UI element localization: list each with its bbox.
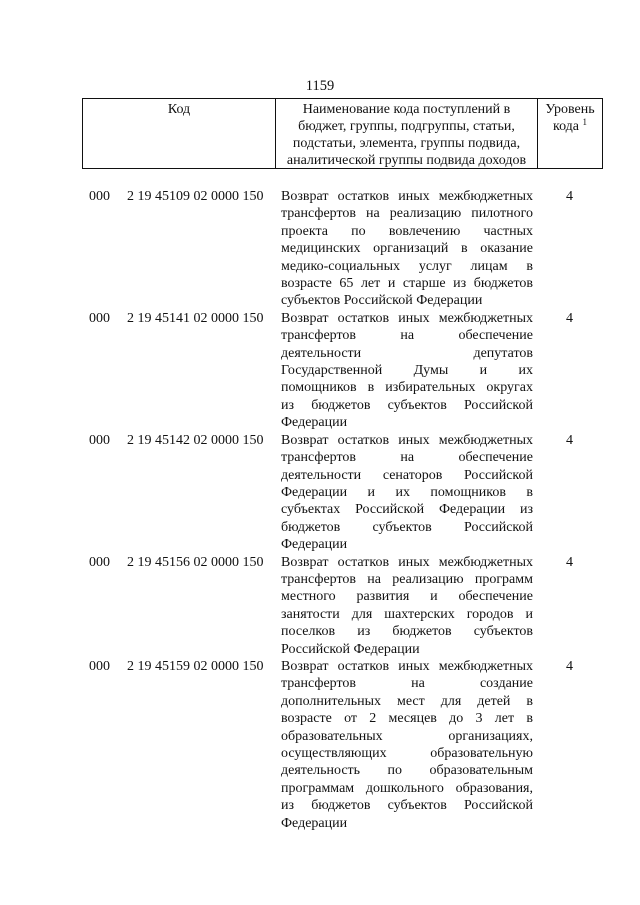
description-line: деятельности сенаторов Российской bbox=[281, 467, 533, 483]
description-line: осуществляющих образовательную bbox=[281, 746, 533, 761]
revenue-description bbox=[281, 658, 533, 832]
description-line: возрасте 65 лет и старше из бюджетов bbox=[281, 276, 533, 292]
description-line: Федерации bbox=[281, 415, 348, 431]
description-line: трансфертов на обеспечение bbox=[281, 328, 533, 344]
header-level-line2: кода bbox=[552, 119, 580, 134]
admin-code: 000 bbox=[89, 658, 110, 674]
description-line: возрасте от 2 месяцев до 3 лет в bbox=[281, 711, 533, 727]
header-name-cell bbox=[276, 99, 538, 168]
description-line: образовательных организациях, bbox=[281, 728, 533, 744]
description-line: проекта по вовлечению частных bbox=[281, 223, 533, 239]
description-line: Возврат остатков иных межбюджетных bbox=[281, 658, 533, 674]
header-code-label: Код bbox=[167, 102, 191, 117]
description-line: местного развития и обеспечение bbox=[281, 589, 533, 605]
admin-code: 000 bbox=[89, 189, 110, 204]
code-level: 4 bbox=[566, 432, 573, 448]
description-line: из бюджетов субъектов Российской bbox=[281, 397, 533, 413]
code-level: 4 bbox=[566, 189, 573, 204]
description-line: медико-социальных услуг лицам в bbox=[281, 258, 533, 274]
description-line: поселков из бюджетов субъектов bbox=[281, 624, 533, 640]
admin-code: 000 bbox=[89, 432, 110, 448]
admin-code: 000 bbox=[89, 310, 110, 326]
table-row bbox=[0, 432, 640, 554]
revenue-description bbox=[281, 310, 533, 432]
description-line: деятельности депутатов bbox=[281, 345, 533, 361]
header-level-footnote: 1 bbox=[582, 117, 588, 127]
description-line: Государственной Думы и их bbox=[281, 363, 533, 379]
header-name-line: подстатьи, элемента, группы подвида, bbox=[292, 136, 521, 151]
description-line: Федерации bbox=[281, 537, 348, 553]
description-line: трансфертов на обеспечение bbox=[281, 450, 533, 466]
table-row bbox=[0, 554, 640, 658]
description-line: трансфертов на реализацию пилотного bbox=[281, 206, 533, 222]
description-line: помощников в избирательных округах bbox=[281, 380, 533, 396]
description-line: трансфертов на реализацию программ bbox=[281, 571, 533, 587]
header-code-cell bbox=[83, 99, 276, 168]
revenue-code: 2 19 45142 02 0000 150 bbox=[127, 432, 264, 448]
code-level: 4 bbox=[566, 658, 573, 674]
revenue-code: 2 19 45156 02 0000 150 bbox=[127, 554, 264, 570]
header-level-line1: Уровень bbox=[545, 102, 595, 117]
revenue-code: 2 19 45141 02 0000 150 bbox=[127, 310, 264, 326]
table-row bbox=[0, 310, 640, 432]
description-line: бюджетов субъектов Российской bbox=[281, 519, 533, 535]
page-number: 1159 bbox=[305, 78, 335, 94]
table-header bbox=[82, 98, 603, 169]
description-line: Российской Федерации bbox=[281, 641, 420, 657]
admin-code: 000 bbox=[89, 554, 110, 570]
table-row bbox=[0, 658, 640, 832]
description-line: Возврат остатков иных межбюджетных bbox=[281, 432, 533, 448]
description-line: субъектов Российской Федерации bbox=[281, 293, 483, 309]
revenue-description bbox=[281, 188, 533, 310]
description-line: Возврат остатков иных межбюджетных bbox=[281, 189, 533, 204]
header-level-cell bbox=[538, 99, 602, 168]
description-line: деятельность по образовательным bbox=[281, 763, 533, 779]
description-line: занятости для шахтерских городов и bbox=[281, 606, 533, 622]
code-level: 4 bbox=[566, 310, 573, 326]
header-name-line: аналитической группы подвида доходов bbox=[286, 153, 527, 168]
description-line: из бюджетов субъектов Российской bbox=[281, 798, 533, 814]
header-name-line: бюджет, группы, подгруппы, статьи, bbox=[298, 119, 515, 134]
description-line: Федерации bbox=[281, 815, 348, 831]
description-line: Возврат остатков иных межбюджетных bbox=[281, 554, 533, 570]
table-body bbox=[0, 188, 640, 832]
revenue-code: 2 19 45159 02 0000 150 bbox=[127, 658, 264, 674]
table-row bbox=[0, 188, 640, 310]
revenue-code: 2 19 45109 02 0000 150 bbox=[127, 189, 264, 204]
description-line: субъектах Российской Федерации из bbox=[281, 502, 533, 518]
revenue-description bbox=[281, 432, 533, 554]
code-level: 4 bbox=[566, 554, 573, 570]
revenue-description bbox=[281, 554, 533, 658]
description-line: Возврат остатков иных межбюджетных bbox=[281, 310, 533, 326]
description-line: трансфертов на создание bbox=[281, 676, 533, 692]
description-line: дополнительных мест для детей в bbox=[281, 693, 533, 709]
header-name-line: Наименование кода поступлений в bbox=[302, 102, 511, 117]
description-line: программам дошкольного образования, bbox=[281, 780, 533, 796]
description-line: медицинских организаций в оказание bbox=[281, 241, 533, 257]
description-line: Федерации и их помощников в bbox=[281, 484, 533, 500]
